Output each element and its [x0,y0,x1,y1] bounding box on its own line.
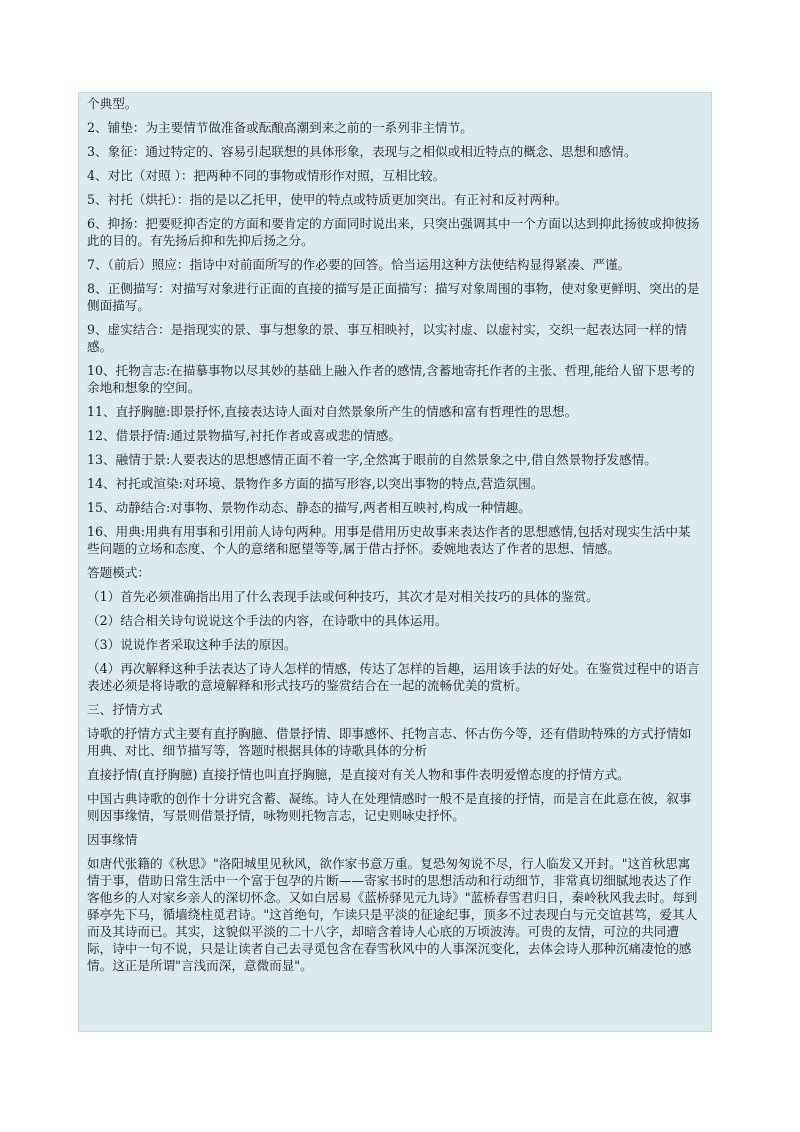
item-duibi: 4、对比（对照 ）：把两种不同的事物或情形作对照，互相比较。 [87,168,446,183]
hanxu-paragraph: 中国古典诗歌的创作十分讲究含蓄、凝练。诗人在处理情感时一般不是直接的抒情，而是言在此意在彼，叙事则因事缘情，写景则借景抒情，咏物则托物言志，记史则咏史抒怀。 [87,791,692,823]
answer-step-2: （2）结合相关诗句说说这个手法的内容，在诗歌中的具体运用。 [87,613,448,628]
item-chentuo: 5、衬托（烘托）：指的是以乙托甲，使甲的特点或特质更加突出。有正衬和反衬两种。 [87,192,568,207]
item-pudian: 2、铺垫：为主要情节做准备或酝酿高潮到来之前的一系列非主情节。 [87,120,473,135]
document-panel [78,92,712,1032]
item-yongdian: 16、用典:用典有用事和引用前人诗句两种。用事是借用历史故事来表达作者的思想感情,包括对现实生活中某些问题的立场和态度、个人的意绪和愿望等等,属于借古抒怀。委婉地表达了作者的思想、情感。 [87,524,691,556]
answer-step-4: （4）再次解释这种手法表达了诗人怎样的情感，传达了怎样的旨趣，运用该手法的好处。在鉴赏过程中的语言表述必须是将诗歌的意境解释和形式技巧的鉴赏结合在一起的流畅优美的赏析。 [87,661,700,693]
example-paragraph: 如唐代张籍的《秋思》"洛阳城里见秋风，欲作家书意万重。复恐匆匆说不尽，行人临发又开封。"这首秋思寓情于事，借助日常生活中一个富于包孕的片断——寄家书时的思想活动和行动细节，非常真切细腻地表达了作客他乡的人对家乡亲人的深切怀念。又如白居易《蓝桥驿见元九诗》"蓝桥春雪君归日，秦岭秋风我去时。每到驿亭先下马，循墙绕柱觅君诗。"这首绝句，乍读只是平淡的征途纪事，顶多不过表现白与元交谊甚笃，爱其人而及其诗而已。其实，这貌似平淡的二十八字，却暗含着诗人心底的万顷波涛。可贵的友情，可泣的共同遭际，诗中一句不说，只是让读者自己去寻觅包含在春雪秋风中的人事深沉变化，去体会诗人那种沉痛凄怆的感情。这正是所谓"言浅而深，意微而显"。 [87,856,698,973]
answer-step-1: （1）首先必须准确指出用了什么表现手法或何种技巧，其次才是对相关技巧的具体的鉴赏。 [87,589,599,604]
item-xiangzheng: 3、象征：通过特定的、容易引起联想的具体形象，表现与之相似或相近特点的概念、思想和感情。 [87,144,637,159]
item-zhishu: 11、直抒胸臆:即景抒怀,直接表达诗人面对自然景象所产生的情感和富有哲理性的思想。 [87,404,578,419]
item-ronqing: 13、融情于景:人要表达的思想感情正面不着一字,全然寓于眼前的自然景象之中,借自然景物抒发感情。 [87,452,657,467]
answer-step-3: （3）说说作者采取这种手法的原因。 [87,637,297,652]
item-dongjing: 15、动静结合:对事物、景物作动态、静态的描写,两者相互映衬,构成一种情趣。 [87,500,531,515]
paragraph-typical-end: 个典型。 [87,96,138,111]
answer-mode-heading: 答题模式： [87,565,150,580]
item-zhaoying: 7、（前后）照应：指诗中对前面所写的作必要的回答。恰当运用这种方法使结构显得紧凑、严谨。 [87,257,631,272]
item-yiyang: 6、抑扬：把要贬抑否定的方面和要肯定的方面同时说出来，只突出强调其中一个方面以达到抑此扬彼或抑彼扬此的目的。有先扬后抑和先抑后扬之分。 [87,216,700,248]
item-zhengce: 8、正侧描写：对描写对象进行正面的直接的描写是正面描写：描写对象周围的事物，使对象更鲜明、突出的是侧面描写。 [87,281,700,313]
yinshi-heading: 因事缘情 [87,832,138,847]
item-jiejing: 12、借景抒情:通过景物描写,衬托作者或喜或悲的情感。 [87,428,401,443]
section-heading-shuqing: 三、抒情方式 [87,702,163,717]
item-xushi: 9、虚实结合：是指现实的景、事与想象的景、事互相映衬，以实衬虚、以虚衬实，交织一起表达同一样的情感。 [87,322,687,354]
zhijie-shuqing: 直接抒情(直抒胸臆) 直接抒情也叫直抒胸臆，是直接对有关人物和事件表明爱憎态度的抒情方式。 [87,767,630,782]
item-tuowu: 10、托物言志:在描摹事物以尽其妙的基础上融入作者的感情,含蓄地寄托作者的主张、哲理,能给人留下思考的余地和想象的空间。 [87,363,695,395]
item-xuanran: 14、衬托或渲染:对环境、景物作多方面的描写形容,以突出事物的特点,营造氛围。 [87,476,544,491]
shuqing-intro: 诗歌的抒情方式主要有直抒胸臆、借景抒情、即事感怀、托物言志、怀古伤今等，还有借助特殊的方式抒情如用典、对比、细节描写等，答题时根据具体的诗歌具体的分析 [87,726,692,758]
